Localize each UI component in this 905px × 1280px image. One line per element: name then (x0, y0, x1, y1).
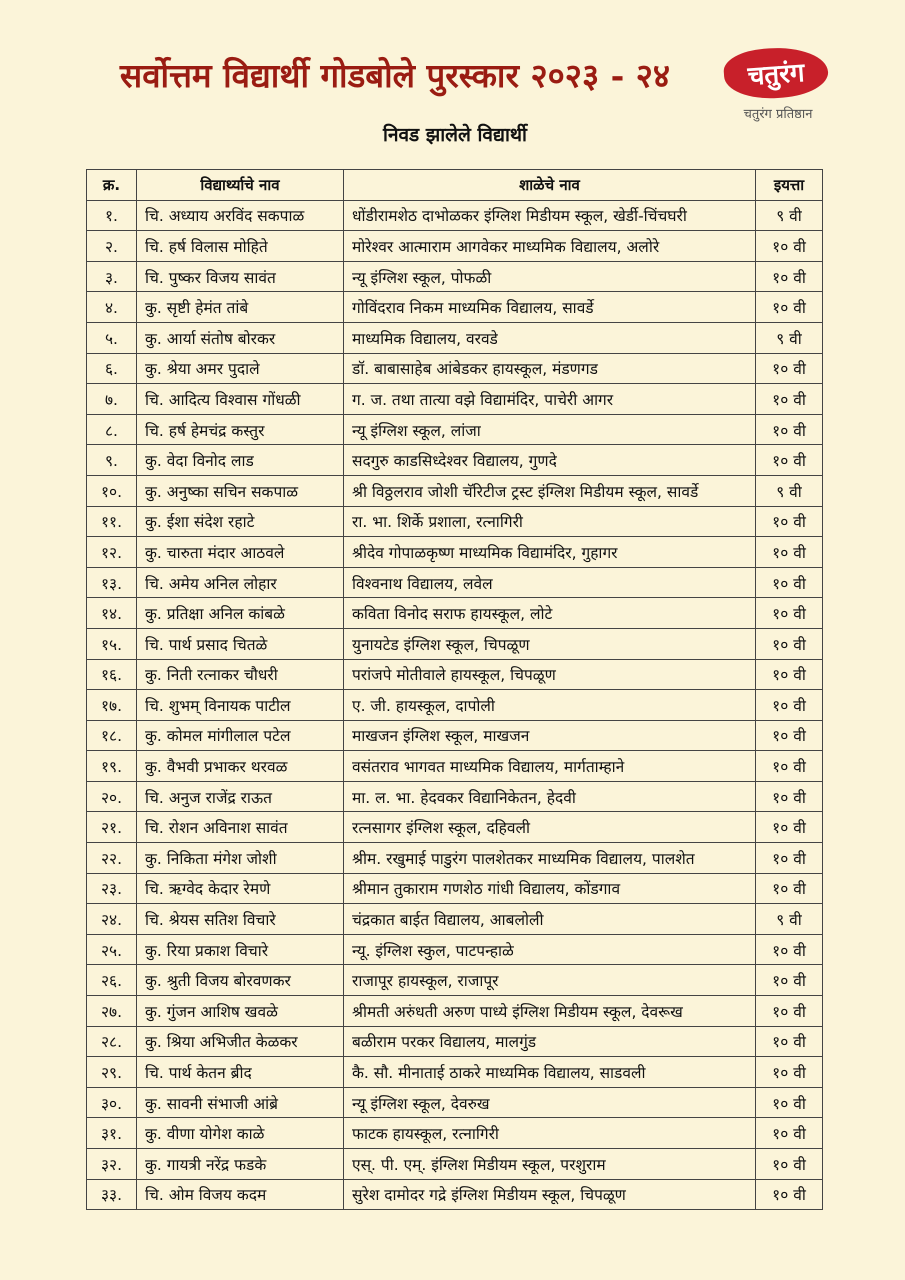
table-row (87, 812, 823, 843)
row-serial: १३. (87, 567, 137, 598)
row-serial: १२. (87, 537, 137, 568)
row-serial: ११. (87, 506, 137, 537)
student-name: चि. आदित्य विश्वास गोंधळी (137, 384, 344, 415)
student-name: चि. शुभम् विनायक पाटील (137, 690, 344, 721)
row-serial: २७. (87, 996, 137, 1027)
school-name: श्रीदेव गोपाळकृष्ण माध्यमिक विद्यामंदिर, गुहागर (344, 537, 756, 568)
row-serial: २६. (87, 965, 137, 996)
table-row (87, 934, 823, 965)
student-name: चि. अध्याय अरविंद सकपाळ (137, 200, 344, 231)
student-name: चि. हर्ष हेमचंद्र कस्तुर (137, 414, 344, 445)
table-row (87, 781, 823, 812)
school-name: मा. ल. भा. हेदवकर विद्यानिकेतन, हेदवी (344, 781, 756, 812)
row-serial: ३३. (87, 1179, 137, 1210)
header-grade: इयत्ता (756, 170, 823, 201)
grade: १० वी (756, 628, 823, 659)
school-name: श्रीम. रखुमाई पाडुरंग पालशेतकर माध्यमिक विद्यालय, पालशेत (344, 843, 756, 874)
row-serial: ३०. (87, 1087, 137, 1118)
school-name: एस्. पी. एम्. इंग्लिश मिडीयम स्कूल, परशुराम (344, 1149, 756, 1180)
row-serial: २९. (87, 1057, 137, 1088)
grade: १० वी (756, 1087, 823, 1118)
student-name: कु. श्रिया अभिजीत केळकर (137, 1026, 344, 1057)
table-row (87, 261, 823, 292)
grade: १० वी (756, 292, 823, 323)
student-name: चि. पार्थ प्रसाद चितळे (137, 628, 344, 659)
school-name: ए. जी. हायस्कूल, दापोली (344, 690, 756, 721)
grade: १० वी (756, 1118, 823, 1149)
grade: १० वी (756, 843, 823, 874)
table-row (87, 965, 823, 996)
row-serial: २४. (87, 904, 137, 935)
row-serial: १४. (87, 598, 137, 629)
row-serial: ६. (87, 353, 137, 384)
table-row (87, 292, 823, 323)
row-serial: १९. (87, 751, 137, 782)
student-name: कु. श्रेया अमर पुदाले (137, 353, 344, 384)
table-row (87, 873, 823, 904)
table-row (87, 200, 823, 231)
school-name: न्यू इंग्लिश स्कूल, पोफळी (344, 261, 756, 292)
grade: १० वी (756, 934, 823, 965)
school-name: बळीराम परकर विद्यालय, मालगुंड (344, 1026, 756, 1057)
grade: १० वी (756, 1057, 823, 1088)
grade: १० वी (756, 506, 823, 537)
grade: १० वी (756, 567, 823, 598)
table-row (87, 659, 823, 690)
school-name: फाटक हायस्कूल, रत्नागिरी (344, 1118, 756, 1149)
header-serial: क्र. (87, 170, 137, 201)
student-name: कु. निकिता मंगेश जोशी (137, 843, 344, 874)
school-name: चंद्रकात बाईत विद्यालय, आबलोली (344, 904, 756, 935)
header-school-name: शाळेचे नाव (344, 170, 756, 201)
school-name: गोविंदराव निकम माध्यमिक विद्यालय, सावर्डे (344, 292, 756, 323)
grade: १० वी (756, 720, 823, 751)
table-row (87, 537, 823, 568)
grade: ९ वी (756, 200, 823, 231)
student-name: चि. अमेय अनिल लोहार (137, 567, 344, 598)
table-row (87, 414, 823, 445)
row-serial: १. (87, 200, 137, 231)
table-row (87, 475, 823, 506)
row-serial: २५. (87, 934, 137, 965)
student-name: कु. गायत्री नरेंद्र फडके (137, 1149, 344, 1180)
row-serial: २३. (87, 873, 137, 904)
school-name: वसंतराव भागवत माध्यमिक विद्यालय, मार्गताम्हाने (344, 751, 756, 782)
student-name: कु. श्रुती विजय बोरवणकर (137, 965, 344, 996)
school-name: ग. ज. तथा तात्या वझे विद्यामंदिर, पाचेरी आगर (344, 384, 756, 415)
grade: १० वी (756, 261, 823, 292)
student-name: कु. सावनी संभाजी आंब्रे (137, 1087, 344, 1118)
school-name: कविता विनोद सराफ हायस्कूल, लोटे (344, 598, 756, 629)
student-name: चि. पार्थ केतन ब्रीद (137, 1057, 344, 1088)
grade: १० वी (756, 353, 823, 384)
student-name: चि. ओम विजय कदम (137, 1179, 344, 1210)
grade: १० वी (756, 1149, 823, 1180)
student-name: कु. ईशा संदेश रहाटे (137, 506, 344, 537)
school-name: श्री विठ्ठलराव जोशी चॅरिटीज ट्रस्ट इंग्लिश मिडीयम स्कूल, सावर्डे (344, 475, 756, 506)
grade: १० वी (756, 996, 823, 1027)
row-serial: २२. (87, 843, 137, 874)
row-serial: ४. (87, 292, 137, 323)
grade: १० वी (756, 873, 823, 904)
school-name: डॉ. बाबासाहेब आंबेडकर हायस्कूल, मंडणगड (344, 353, 756, 384)
school-name: न्यू. इंग्लिश स्कुल, पाटपन्हाळे (344, 934, 756, 965)
grade: १० वी (756, 231, 823, 262)
student-name: कु. अनुष्का सचिन सकपाळ (137, 475, 344, 506)
row-serial: ३२. (87, 1149, 137, 1180)
student-name: चि. श्रेयस सतिश विचारे (137, 904, 344, 935)
table-row (87, 231, 823, 262)
table-row (87, 1057, 823, 1088)
table-row (87, 353, 823, 384)
table-row (87, 1026, 823, 1057)
table-header-row (87, 170, 823, 201)
table-row (87, 445, 823, 476)
table-row (87, 843, 823, 874)
chaturang-logo (718, 46, 838, 126)
school-name: न्यू इंग्लिश स्कूल, देवरुख (344, 1087, 756, 1118)
table-row (87, 1149, 823, 1180)
row-serial: १५. (87, 628, 137, 659)
table-row (87, 598, 823, 629)
table-row (87, 1087, 823, 1118)
row-serial: २१. (87, 812, 137, 843)
grade: १० वी (756, 781, 823, 812)
grade: १० वी (756, 965, 823, 996)
school-name: न्यू इंग्लिश स्कूल, लांजा (344, 414, 756, 445)
grade: १० वी (756, 537, 823, 568)
grade: ९ वी (756, 475, 823, 506)
grade: १० वी (756, 414, 823, 445)
student-name: कु. वेदा विनोद लाड (137, 445, 344, 476)
row-serial: १७. (87, 690, 137, 721)
table-row (87, 322, 823, 353)
school-name: सुरेश दामोदर गद्रे इंग्लिश मिडीयम स्कूल, चिपळूण (344, 1179, 756, 1210)
table-row (87, 1118, 823, 1149)
logo-caption: चतुरंग प्रतिष्ठान (743, 107, 813, 122)
school-name: माखजन इंग्लिश स्कूल, माखजन (344, 720, 756, 751)
student-name: कु. वीणा योगेश काळे (137, 1118, 344, 1149)
student-name: कु. सृष्टी हेमंत तांबे (137, 292, 344, 323)
student-name: कु. कोमल मांगीलाल पटेल (137, 720, 344, 751)
grade: १० वी (756, 384, 823, 415)
grade: ९ वी (756, 904, 823, 935)
school-name: कै. सौ. मीनाताई ठाकरे माध्यमिक विद्यालय, साडवली (344, 1057, 756, 1088)
student-name: चि. ऋग्वेद केदार रेमणे (137, 873, 344, 904)
grade: १० वी (756, 445, 823, 476)
school-name: रत्नसागर इंग्लिश स्कूल, दहिवली (344, 812, 756, 843)
grade: १० वी (756, 690, 823, 721)
table-row (87, 690, 823, 721)
row-serial: ३. (87, 261, 137, 292)
page-title: सर्वोत्तम विद्यार्थी गोडबोले पुरस्कार २०२३ - २४ (119, 56, 671, 95)
table-row (87, 751, 823, 782)
table-row (87, 996, 823, 1027)
row-serial: १६. (87, 659, 137, 690)
school-name: युनायटेड इंग्लिश स्कूल, चिपळूण (344, 628, 756, 659)
grade: १० वी (756, 1179, 823, 1210)
student-name: कु. प्रतिक्षा अनिल कांबळे (137, 598, 344, 629)
school-name: विश्वनाथ विद्यालय, लवेल (344, 567, 756, 598)
student-name: कु. रिया प्रकाश विचारे (137, 934, 344, 965)
row-serial: ९. (87, 445, 137, 476)
school-name: रा. भा. शिर्के प्रशाला, रत्नागिरी (344, 506, 756, 537)
grade: १० वी (756, 812, 823, 843)
header-student-name: विद्यार्थ्याचे नाव (137, 170, 344, 201)
school-name: धोंडीरामशेठ दाभोळकर इंग्लिश मिडीयम स्कूल, खेर्डी-चिंचघरी (344, 200, 756, 231)
school-name: परांजपे मोतीवाले हायस्कूल, चिपळूण (344, 659, 756, 690)
grade: १० वी (756, 659, 823, 690)
school-name: श्रीमती अरुंधती अरुण पाध्ये इंग्लिश मिडीयम स्कूल, देवरूख (344, 996, 756, 1027)
logo-mark: चतुरंग (722, 44, 829, 101)
row-serial: ७. (87, 384, 137, 415)
student-name: कु. गुंजन आशिष खवळे (137, 996, 344, 1027)
school-name: मोरेश्वर आत्माराम आगवेकर माध्यमिक विद्यालय, अलोरे (344, 231, 756, 262)
row-serial: ३१. (87, 1118, 137, 1149)
student-name: चि. रोशन अविनाश सावंत (137, 812, 344, 843)
student-name: चि. हर्ष विलास मोहिते (137, 231, 344, 262)
school-name: राजापूर हायस्कूल, राजापूर (344, 965, 756, 996)
row-serial: १०. (87, 475, 137, 506)
grade: १० वी (756, 598, 823, 629)
grade: १० वी (756, 1026, 823, 1057)
row-serial: २. (87, 231, 137, 262)
student-name: कु. निती रत्नाकर चौधरी (137, 659, 344, 690)
row-serial: २८. (87, 1026, 137, 1057)
student-name: चि. पुष्कर विजय सावंत (137, 261, 344, 292)
grade: १० वी (756, 751, 823, 782)
table-row (87, 720, 823, 751)
grade: ९ वी (756, 322, 823, 353)
school-name: माध्यमिक विद्यालय, वरवडे (344, 322, 756, 353)
table-row (87, 904, 823, 935)
school-name: श्रीमान तुकाराम गणशेठ गांधी विद्यालय, कोंडगाव (344, 873, 756, 904)
student-name: कु. चारुता मंदार आठवले (137, 537, 344, 568)
row-serial: ५. (87, 322, 137, 353)
school-name: सदगुरु काडसिध्देश्वर विद्यालय, गुणदे (344, 445, 756, 476)
table-row (87, 384, 823, 415)
row-serial: ८. (87, 414, 137, 445)
table-row (87, 1179, 823, 1210)
table-body (87, 200, 823, 1210)
student-name: कु. आर्या संतोष बोरकर (137, 322, 344, 353)
row-serial: १८. (87, 720, 137, 751)
table-row (87, 506, 823, 537)
table-row (87, 567, 823, 598)
row-serial: २०. (87, 781, 137, 812)
table-row (87, 628, 823, 659)
student-name: कु. वैभवी प्रभाकर थरवळ (137, 751, 344, 782)
page-subtitle: निवड झालेले विद्यार्थी (383, 124, 527, 146)
student-name: चि. अनुज राजेंद्र राऊत (137, 781, 344, 812)
students-table (86, 169, 823, 1210)
